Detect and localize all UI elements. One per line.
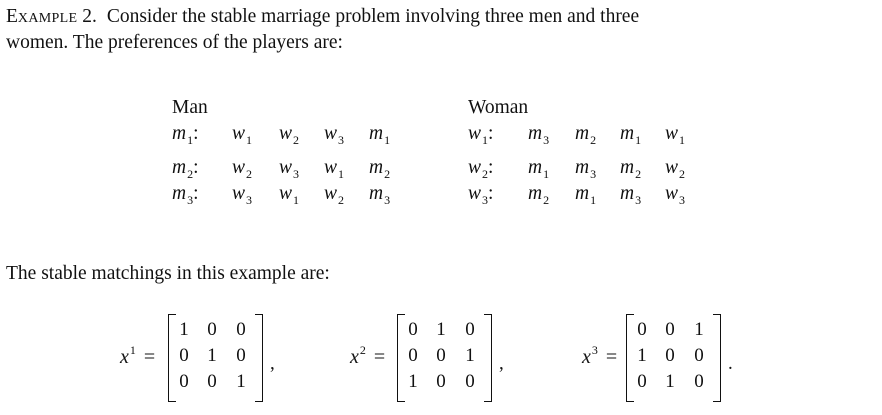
matching-label: $x^2$ = bbox=[350, 343, 386, 368]
matrix-cell: 1 bbox=[236, 371, 246, 392]
preference-entry: $m_2$ bbox=[369, 157, 391, 181]
preference-entry: $w_2$ bbox=[279, 123, 300, 147]
matrix-cell: 0 bbox=[665, 319, 675, 340]
example-intro-line bbox=[6, 7, 639, 27]
preference-entry: $m_3$ bbox=[528, 123, 550, 147]
matrix-cell: 0 bbox=[694, 345, 704, 366]
matrix-cell: 0 bbox=[207, 371, 217, 392]
preference-entry: $w_1$ bbox=[324, 157, 345, 181]
preference-entry: $w_3$ bbox=[232, 183, 253, 207]
matrix-cell: 1 bbox=[207, 345, 217, 366]
matrix-cell: 0 bbox=[179, 371, 189, 392]
preference-entry: $w_3$ bbox=[324, 123, 345, 147]
matrix-cell: 0 bbox=[637, 371, 647, 392]
right-bracket bbox=[484, 314, 492, 402]
preference-entry: $m_1$ bbox=[620, 123, 642, 147]
right-bracket bbox=[255, 314, 263, 402]
example-intro-text: Consider the stable marriage problem involving three men and three bbox=[106, 6, 640, 27]
matrix-punctuation: , bbox=[270, 353, 275, 374]
left-bracket bbox=[168, 314, 176, 402]
matrix-cell: 0 bbox=[179, 345, 189, 366]
preference-entry: $m_2$ bbox=[575, 123, 597, 147]
preference-entry: $m_1$ bbox=[575, 183, 597, 207]
preference-entry: $w_2$ bbox=[324, 183, 345, 207]
matrix-cell: 0 bbox=[408, 319, 418, 340]
matrix-cell: 1 bbox=[637, 345, 647, 366]
matrix-cell: 1 bbox=[408, 371, 418, 392]
men-header: Man bbox=[172, 97, 208, 118]
preference-entry: $m_1$ bbox=[369, 123, 391, 147]
conclusion-text: The stable matchings in this example are: bbox=[6, 263, 330, 284]
matrix-cell: 0 bbox=[236, 345, 246, 366]
preference-entry: $m_3$ bbox=[369, 183, 391, 207]
preference-entry: $w_3$ bbox=[665, 183, 686, 207]
matrix-cell: 1 bbox=[665, 371, 675, 392]
matrix-cell: 0 bbox=[637, 319, 647, 340]
preference-entry: $m_1$ bbox=[528, 157, 550, 181]
left-bracket bbox=[397, 314, 405, 402]
matrix-cell: 0 bbox=[408, 345, 418, 366]
right-bracket bbox=[713, 314, 721, 402]
matrix-cell: 0 bbox=[436, 345, 446, 366]
preference-entry: $w_2$ bbox=[665, 157, 686, 181]
preference-entry: $w_1$ bbox=[232, 123, 253, 147]
matrix-cell: 0 bbox=[694, 371, 704, 392]
preference-entry: $m_2$ bbox=[620, 157, 642, 181]
woman-player-symbol: $w_1$: bbox=[468, 123, 494, 147]
man-player-symbol: $m_1$: bbox=[172, 123, 199, 147]
woman-player-symbol: $w_3$: bbox=[468, 183, 494, 207]
preference-entry: $w_1$ bbox=[279, 183, 300, 207]
matrix-cell: 0 bbox=[665, 345, 675, 366]
preference-entry: $m_3$ bbox=[620, 183, 642, 207]
example-intro-line-2: women. The preferences of the players are: bbox=[6, 32, 343, 53]
matrix-cell: 1 bbox=[465, 345, 475, 366]
matrix-cell: 0 bbox=[465, 319, 475, 340]
matching-label: $x^3$ = bbox=[582, 343, 618, 368]
preference-entry: $w_2$ bbox=[232, 157, 253, 181]
matrix-punctuation: . bbox=[728, 353, 733, 374]
matrix-cell: 1 bbox=[179, 319, 189, 340]
matrix-cell: 0 bbox=[207, 319, 217, 340]
example-label: EXAMPLE 2. bbox=[6, 6, 97, 27]
woman-player-symbol: $w_2$: bbox=[468, 157, 494, 181]
preference-entry: $m_3$ bbox=[575, 157, 597, 181]
preference-entry: $m_2$ bbox=[528, 183, 550, 207]
matrix-cell: 1 bbox=[436, 319, 446, 340]
left-bracket bbox=[626, 314, 634, 402]
preference-entry: $w_1$ bbox=[665, 123, 686, 147]
matrix-cell: 0 bbox=[436, 371, 446, 392]
matrix-cell: 0 bbox=[236, 319, 246, 340]
matrix-punctuation: , bbox=[499, 353, 504, 374]
man-player-symbol: $m_3$: bbox=[172, 183, 199, 207]
matrix-cell: 0 bbox=[465, 371, 475, 392]
matrix-cell: 1 bbox=[694, 319, 704, 340]
matching-label: $x^1$ = bbox=[120, 343, 156, 368]
women-header: Woman bbox=[468, 97, 529, 118]
man-player-symbol: $m_2$: bbox=[172, 157, 199, 181]
preference-entry: $w_3$ bbox=[279, 157, 300, 181]
